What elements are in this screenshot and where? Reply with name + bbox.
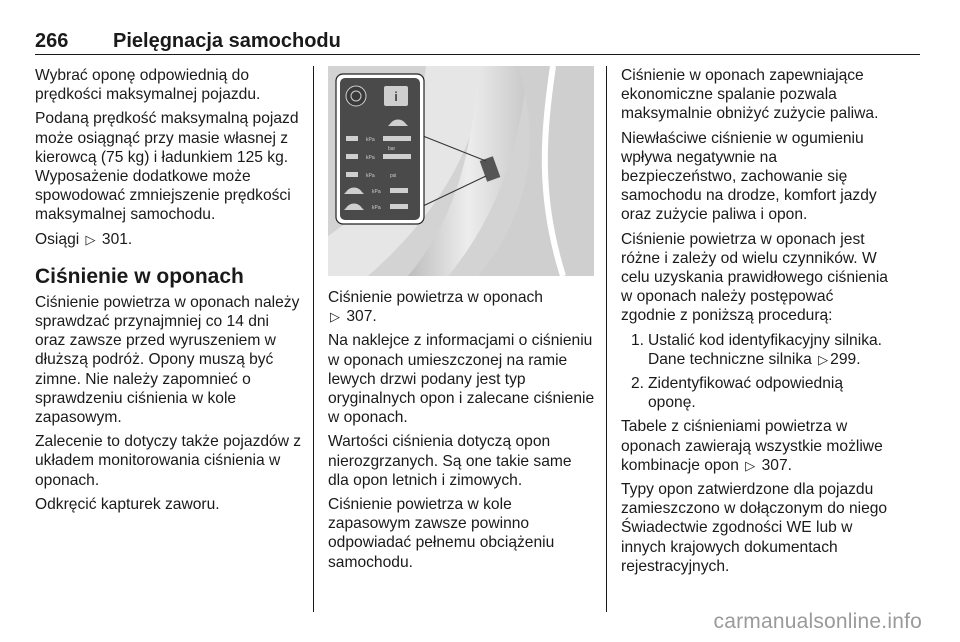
caption-text: Ciśnienie powietrza w oponach xyxy=(328,289,543,306)
caption-ref-page[interactable]: 307. xyxy=(346,308,377,326)
tables-ref-page[interactable]: 307. xyxy=(761,456,792,474)
procedure-step-1 xyxy=(621,331,891,369)
paragraph-cold-tires: Wartości ciśnienia dotyczą opon nierozgrzanych. Są one takie same dla opon letnich i zimowych. xyxy=(328,433,572,489)
tire-pressure-label-figure xyxy=(328,66,596,276)
paragraph-economy: Ciśnienie w oponach zapewniające ekonomiczne spalanie pozwala maksymalnie obniżyć zużycie paliwa. xyxy=(621,67,879,123)
step-text: Zidentyfikować odpowiednią oponę. xyxy=(648,375,844,412)
label-kpa-4: kPa xyxy=(372,189,381,195)
reference-arrow-icon: ▷ xyxy=(330,309,340,325)
column-divider-2 xyxy=(606,66,607,612)
paragraph-sticker: Na naklejce z informacjami o ciśnieniu w oponach umieszczonej na ramie lewych drzwi podany jest typ oryginalnych opon i zalecane ciśnienie w oponach. xyxy=(328,332,595,427)
chapter-title: Pielęgnacja samochodu xyxy=(113,30,341,52)
column-3 xyxy=(621,66,891,581)
procedure-step-2 xyxy=(621,374,891,412)
paragraph-performance-ref xyxy=(35,230,303,249)
paragraph-max-speed: Podaną prędkość maksymalną pojazd może osiągnąć przy masie własnej z kierowcą (75 kg) i ładunkiem 125 kg. Wyposażenie dodatkowe może spowodować zmniejszenie prędkości maksymalnej samochodu. xyxy=(35,110,299,224)
paragraph-approved-tires: Typy opon zatwierdzone dla pojazdu zamieszczono w dołączonym do niego Świadectwie zgodności WE lub w innych krajowych dokumentach rejestracyjnych. xyxy=(621,481,888,575)
paragraph-pressure-tables xyxy=(621,417,891,475)
paragraph-check-pressure: Ciśnienie powietrza w oponach należy sprawdzać przynajmniej co 14 dni oraz zawsze przed wyruszeniem w dłuższą podróż. Opony muszą być zimne. Nie należy zapomnieć o sprawdzeniu ciśnienia w kole zapasowym. xyxy=(35,293,300,427)
section-heading-tire-pressure: Ciśnienie w oponach xyxy=(35,264,244,288)
reference-arrow-icon: ▷ xyxy=(85,231,96,247)
paragraph-valve-cap: Odkręcić kapturek zaworu. xyxy=(35,495,220,513)
step-text: Ustalić kod identyfikacyjny silnika. Dane techniczne silnika xyxy=(648,331,882,368)
tables-text: Tabele z ciśnieniami powietrza w oponach zawierają wszystkie możliwe kombinacje opon xyxy=(621,418,883,474)
label-kpa-2: kPa xyxy=(366,155,375,161)
paragraph-procedure: Ciśnienie powietrza w oponach jest różne i zależy od wielu czynników. W celu uzyskania prawidłowego ciśnienia w oponach należy postępować zgodnie z poniższą procedurą: xyxy=(621,230,888,325)
step-number: 2. xyxy=(631,375,645,393)
label-kpa-1: kPa xyxy=(366,137,375,143)
ref-page[interactable]: 301. xyxy=(101,230,133,248)
svg-text:i: i xyxy=(394,89,398,104)
tire-icon xyxy=(346,86,366,106)
page-header xyxy=(35,30,920,52)
label-bar: bar xyxy=(388,146,396,152)
paragraph-wrong-pressure: Niewłaściwe ciśnienie w ogumieniu wpływa negatywnie na bezpieczeństwo, zachowanie się samochodu na drodze, komfort jazdy oraz zużycie paliwa i opon. xyxy=(621,129,877,224)
label-kpa-3: kPa xyxy=(366,173,375,179)
figure-caption xyxy=(328,288,596,326)
door-frame-illustration xyxy=(328,66,594,276)
step-number: 1. xyxy=(631,331,645,349)
paragraph-tpms: Zalecenie to dotyczy także pojazdów z układem monitorowania ciśnienia w oponach. xyxy=(35,433,302,489)
page-number: 266 xyxy=(35,30,69,52)
paragraph-tire-speed: Wybrać oponę odpowiednią do prędkości maksymalnej pojazdu. xyxy=(35,67,261,104)
label-kpa-5: kPa xyxy=(372,205,381,211)
procedure-steps xyxy=(621,331,891,413)
paragraph-spare-wheel: Ciśnienie powietrza w kole zapasowym zawsze powinno odpowiadać pełnemu obciążeniu samochodu. xyxy=(328,496,555,571)
reference-arrow-icon: ▷ xyxy=(818,351,829,367)
column-2 xyxy=(328,66,596,577)
ref-label: Osiągi xyxy=(35,230,80,248)
column-divider-1 xyxy=(313,66,314,612)
label-psi: psi xyxy=(390,173,397,179)
column-1 xyxy=(35,66,303,519)
reference-arrow-icon: ▷ xyxy=(745,457,756,473)
header-rule xyxy=(35,54,920,55)
watermark: carmanualsonline.info xyxy=(713,610,922,633)
step-ref-page[interactable]: 299. xyxy=(830,350,861,368)
